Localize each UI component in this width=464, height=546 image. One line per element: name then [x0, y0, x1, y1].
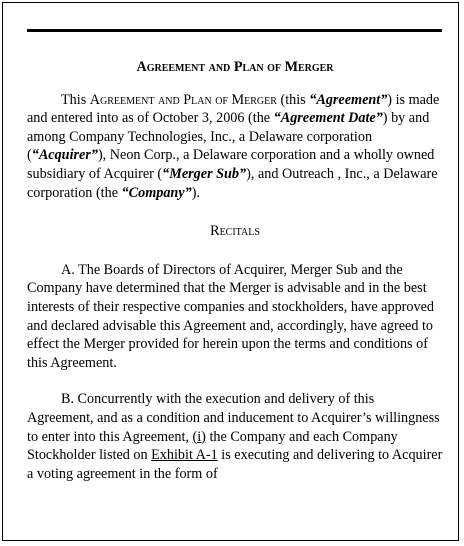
defined-term-merger-sub: “Merger Sub”	[162, 165, 247, 182]
recital-a-paragraph: A. The Boards of Directors of Acquirer, Merger Sub and the Company have determined that the Merger is advisable and in the best interests of their respective companies and stockholders, have approved and declared advisable this Agreement and, accordingly, have agreed to effect the Merger provided for herein upon the terms and conditions of this Agreement.	[27, 261, 434, 371]
text-run: This	[61, 91, 90, 108]
document-page	[2, 2, 459, 541]
defined-term-agreement-date: “Agreement Date”	[273, 110, 383, 127]
defined-term-acquirer: “Acquirer”	[31, 147, 98, 164]
text-run: ), Neon Corp., a Delaware corporation and a wholly owned subsidiary of Acquirer (	[27, 147, 435, 182]
text-run: ) by and among Company Technologies, Inc., a Delaware corporation (	[27, 110, 430, 164]
text-run: (this	[276, 91, 310, 108]
document-title: Agreement and Plan of Merger	[136, 59, 334, 75]
clause-marker-i: (i)	[192, 428, 206, 445]
text-run: ), and Outreach , Inc., a Delaware corporation (the	[27, 165, 438, 201]
text-run: is executing and delivering to Acquirer a voting agreement in the form of	[27, 447, 443, 482]
text-run: ).	[191, 184, 200, 201]
recitals-heading: Recitals	[210, 223, 260, 240]
document-body	[27, 51, 443, 483]
text-run: B. Concurrently with the execution and delivery of this Agreement, and as a condition and inducement to Acquirer’s willingness to enter into this Agreement,	[27, 391, 440, 445]
recital-b-paragraph	[27, 390, 443, 483]
defined-term-agreement: “Agreement”	[309, 91, 388, 108]
top-rule	[27, 29, 442, 32]
text-run-small-caps: Agreement and Plan of Merger	[89, 91, 277, 108]
preamble-paragraph	[27, 91, 443, 203]
defined-term-company: “Company”	[121, 184, 192, 201]
exhibit-a-1-reference: Exhibit A-1	[151, 447, 218, 464]
text-run: the Company and each Company Stockholder listed on	[27, 428, 398, 464]
text-run: ) is made and entered into as of October 3, 2006 (the	[27, 91, 440, 127]
